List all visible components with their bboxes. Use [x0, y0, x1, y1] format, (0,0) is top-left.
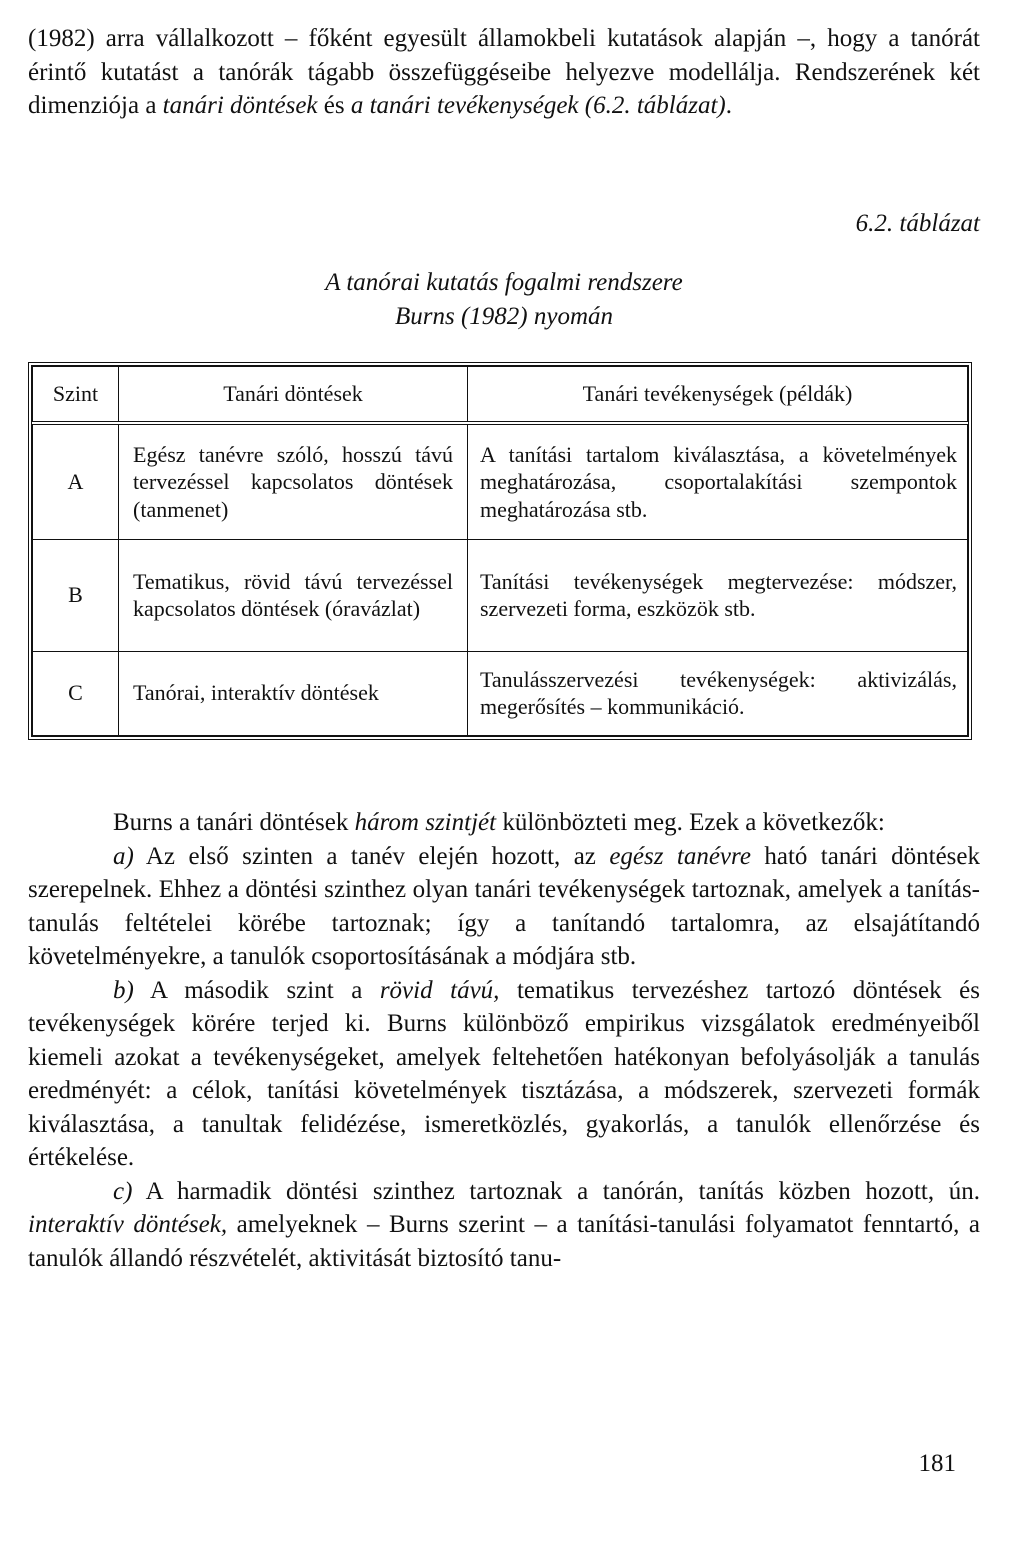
emphasis: interaktív döntések,: [28, 1211, 228, 1238]
emphasis: tanári döntések: [162, 92, 318, 119]
body-paragraph-c: c) A harmadik döntési szinthez tartoznak a tanórán, tanítás közben hozott, ún. interaktív döntések, amelyeknek – Burns szerint – a tanítási-tanulási folyamatot fenntartó, a tanulók állandó részvételét, aktivitását biztosító tanu-: [28, 1177, 980, 1272]
activity-cell: A tanítási tartalom kiválasztása, a követelmények meghatározása, csoportalakítási szempontok meghatározása stb.: [468, 423, 968, 539]
table-row: [33, 651, 968, 735]
activity-cell: Tanulásszervezési tevékenységek: aktivizálás, megerősítés – kommunikáció.: [468, 651, 968, 735]
activity-cell: Tanítási tevékenységek megtervezése: módszer, szervezeti forma, eszközök stb.: [468, 539, 968, 651]
header-cell: Tanári tevékenységek (példák): [468, 367, 968, 424]
intro-paragraph: (1982) arra vállalkozott – főként egyesült államokbeli kutatások alapján –, hogy a tanórát érintő kutatást a tanórák tágabb összefüggéseibe helyezve modellálja. Rendszerének két dimenziója a tanári döntések és a tanári tevékenységek (6.2. táblázat).: [28, 25, 980, 119]
body-paragraph-b: b) A második szint a rövid távú, tematikus tervezéshez tartozó döntések és tevékenységek körére terjed ki. Burns különböző empirikus vizsgálatok eredményeiből kiemeli azokat a tevékenységeket, amelyek feltehetően hatékonyan befolyásolják a tanulás eredményét: a célok, tanítási követelmények tisztázása, a módszerek, szervezeti formák kiválasztása, a tanultak felidézése, ismeretközlés, gyakorlás, a tanulók ellenőrzése és értékelése.: [28, 976, 980, 1171]
table-frame: [28, 362, 972, 740]
decision-cell: Tanórai, interaktív döntések: [119, 651, 468, 735]
emphasis: egész tanévre: [609, 842, 751, 870]
decision-cell: Egész tanévre szóló, hosszú távú tervezéssel kapcsolatos döntések (tanmenet): [119, 423, 468, 539]
emphasis: rövid távú,: [379, 976, 500, 1004]
document-page: [28, 22, 980, 1477]
page-number: 181: [918, 1450, 956, 1477]
decision-cell: Tematikus, rövid távú tervezéssel kapcsolatos döntések (óravázlat): [119, 539, 468, 651]
table-row: [33, 539, 968, 651]
table-label: 6.2. táblázat: [855, 210, 980, 237]
emphasis: a tanári tevékenységek (6.2. táblázat): [350, 92, 726, 119]
list-marker: a): [113, 842, 134, 870]
list-marker: b): [113, 976, 134, 1004]
table-header-row: [33, 367, 968, 424]
body-paragraph: Burns a tanári döntések három szintjét különbözteti meg. Ezek a következők:: [113, 809, 885, 836]
concept-table: [32, 366, 968, 736]
level-cell: A: [33, 423, 119, 539]
header-cell: Szint: [33, 367, 119, 424]
body-paragraph-a: a) Az első szinten a tanév elején hozott, az egész tanévre ható tanári döntések szerepelnek. Ehhez a döntési szinthez olyan tanári tevékenységek tartoznak, amelyek a tanítás-tanulás feltételei körébe tartoznak; így a tanítandó tartalomra, az elsajátítandó követelményekre, a tanulók csoportosításának a módjára stb.: [28, 842, 980, 970]
level-cell: C: [33, 651, 119, 735]
level-cell: B: [33, 539, 119, 651]
list-marker: c): [113, 1177, 133, 1205]
table-title-line: A tanórai kutatás fogalmi rendszere: [325, 269, 683, 296]
table-title: [28, 266, 980, 334]
table-row: [33, 423, 968, 539]
emphasis: három szintjét: [354, 809, 497, 836]
table-title-line: Burns (1982) nyomán: [394, 303, 614, 330]
body-text: [28, 806, 980, 1275]
header-cell: Tanári döntések: [119, 367, 468, 424]
